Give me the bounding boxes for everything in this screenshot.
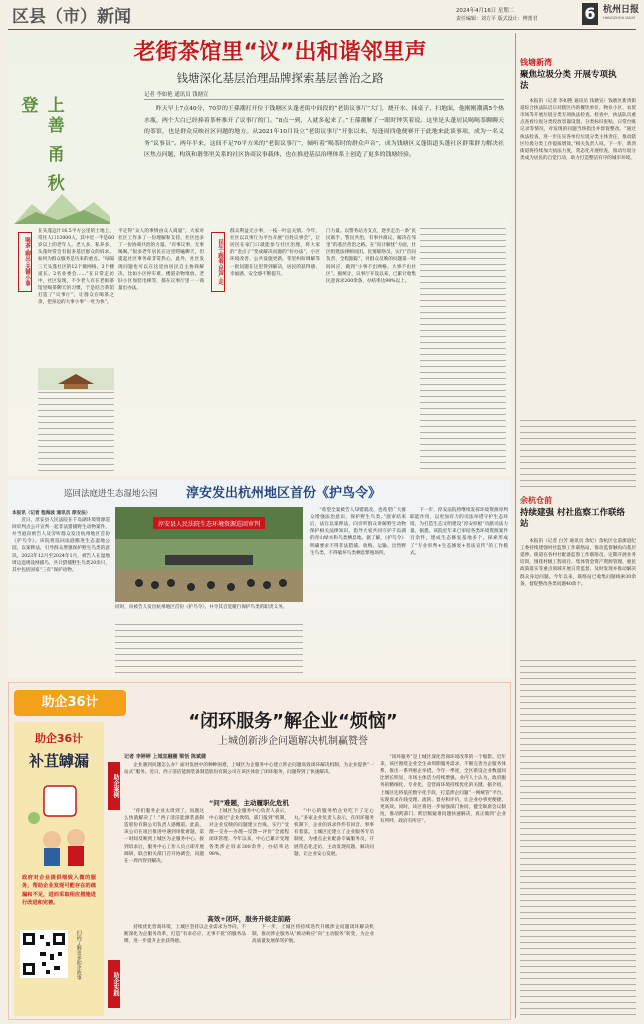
- lead-col-5: [420, 228, 506, 472]
- mid-col-2: “希望全案被告人知错就改，也希望广大群众增强法治意识，保护野生鸟类。”庭审结束后，法官以案释法，向旁听群众讲解野生动物保护相关法律知识，倡导大家共同守护千岛湖的青山绿水和鸟类栖息地。据了解，《护鸟令》明确要求不得非法猎捕、收购、运输、出售野生鸟类，不得破坏鸟类栖息繁殖场所。: [310, 508, 406, 556]
- kicker-practice: 助企实践: [108, 960, 120, 1008]
- badge-text: 助企36计: [41, 695, 99, 710]
- qr-caption: 扫码了解更多助企故事: [75, 930, 82, 980]
- mid-byline: 本报讯（记者 程海波 通讯员 淳安法）: [12, 511, 91, 516]
- sidebar1-body-cont: [520, 420, 636, 488]
- section-name: 区县（市）新闻: [12, 7, 131, 27]
- panel-text: 政府对企业提供细致入微的服务，帮助企业发现可能存在的疏漏和不足，进而采取相应措施进行改进和完善。: [22, 875, 96, 906]
- lead-col-3: 群众利益无小事，一枝一叶总关情。今年，社区以议事厅为平台开展“百姓议事会”，让居民在家门口就能参与社区治理，将大家的“金点子”变成解决问题的“好办法”，小区环境改善、公共设施更新、邻里纠纷调解等一批问题在这里得到解决，居民的获得感、幸福感、安全感不断提升。: [230, 229, 320, 277]
- cartoon-illustration: [22, 780, 96, 868]
- masthead: 杭州日报: [603, 5, 640, 15]
- sidebar1-body: 本报讯（记者 李如艳 通讯员 钱塘宣）钱塘区新湾街道综合执法队近日对辖区内的餐饮单位、物业小区、农贸市场等开展垃圾分类专项执法检查。检查中，执法队员重点查看垃圾分类投放容器设置、分类标识张贴、日常台账记录等情况，对发现的问题当场指出并督促整改。“通过执法检查，进一步压实各单位垃圾分类主体责任，推动辖区垃圾分类工作提质增效。”相关负责人说。下一步，新湾街道将持续加大执法力度，常态化开展检查，推动垃圾分类成为居民的自觉行动，助力打造整洁有序的城市环境。: [520, 99, 636, 161]
- kicker-box-1: 喝茶·聊出·关键小事: [18, 232, 32, 292]
- mid-title: 淳安发出杭州地区首份《护鸟令》: [186, 486, 382, 501]
- sidebar-divider: [515, 33, 516, 1018]
- lead-byline: 记者 李如艳 通讯员 钱塘宣: [144, 92, 209, 98]
- lead-subtitle: 钱塘深化基层治理品牌探索基层善治之路: [176, 71, 384, 85]
- mid-col-1: 近日，淳安县人民法院在千岛湖环境资源巡回审判点公开宣判一起非法猎捕野生动物案件，并当庭向被告人及旁听群众发出杭州地区首份《护鸟令》。该院将巡回法庭搬进生态湿地公园，以案释法，引导群众增强保护野生鸟类的意识。2023年12月至2024年1月，被告人在湿地周边违规设网捕鸟，共计猎捕野生鸟类20余只，其中包括国家“三有”保护动物。: [12, 518, 110, 573]
- bottom-title: “闭环服务”解企业“烦恼”: [188, 711, 398, 732]
- series-panel: [14, 722, 104, 1016]
- lead-col-2: 平定得“众人的事情由众人商量”，大家对社区工作多了一份理解和支持，社区也多了一份协商共治的力量。“有事议事，无事喝喝。”很多老年居民在这里唠嗑聊天，但提起社区事务却非常热心。此外，社区发现问题也可以在这里由居民自主协商解决，比如小区停车难、楼道杂物堆放、老旧小区加装电梯等，都在议事厅里一一商量出办法。: [118, 229, 204, 291]
- bottom-col-1: “你们服务企业太周到了，问题这么快就解决了！”西子清洁能源装备制造股份有限公司负责人感慨道。此前，该公司在项目推进中遇到审批难题，第一时间反映到上城区为企服务中心。接到诉求后，服务中心工作人员立即开展调研，联合相关部门召开协调会，问题在一周内得到解决。: [124, 809, 204, 864]
- lead-intro: 昨天早上7点40分，70岁的王孫潮打开位于钱塘区头蓬老街中间段的“老街议事厅”大门，烧开水、抹桌子、扫地面，他刚刚潮满5个热水瓶，两个大白已经捧着茶杯推开了议事厅的门。“8点一到，人就多起来了。”王孫潮解了一眼时钟笑着说。这里是头蓬居民喝喝茶聊聊天的茶馆，也是群众反映社区问题的地方。从2021年10月设立“老街议事厅”开张以来，每逢周四他便赛开于此地来此谈事项，成为一名义务“议事员”。两年半来，这间不足70平方米的“老街议事厅”，倾听着“喝茶时的群众声音”，成为钱塘区义蓬街道头蓬社区群策群力解决社区焦点问题，构筑和谐邻里关系的社区协商议事载体，也在推进基层治理体系上创造了更多的钱塘经验。: [144, 106, 504, 159]
- pavilion-photo: [38, 368, 114, 390]
- kicker-case: 助企案例: [108, 762, 120, 810]
- bottom-byline: 记者 李婷婷 上城宣融圈 梁恬 陈斌健: [124, 754, 206, 760]
- court-banner: 淳安县人民法院生态环境资源巡回审判: [157, 521, 261, 528]
- series-badge: [14, 690, 126, 716]
- series-logo: 上善 甬 秋 登: [17, 96, 64, 194]
- mid-col-3: 下一步，淳安法院将继续发挥环境资源审判职能作用，以更加有力的司法举措守护生态环境，为打造生态文明建设“淳安样板”贡献司法力量。据悉，该院近年来已审结各类环境资源案件百余件，建成生态修复基地多个，探索形成了“专业审判+生态修复+普法宣传”的工作模式。: [410, 508, 508, 556]
- sidebar2-label: 余杭仓前: [520, 496, 552, 505]
- header-rule: [8, 29, 636, 30]
- sidebar2-body-cont: [520, 660, 636, 1018]
- lead-title: 老街茶馆里“议”出和谐邻里声: [133, 40, 427, 65]
- kicker-box-2: 民生·跟着·民声·走: [211, 232, 225, 292]
- lead-col-1b: [38, 392, 114, 472]
- byline-rule: [144, 99, 504, 100]
- panel-series: 助企36计: [34, 732, 84, 745]
- page-number: 6: [582, 3, 598, 25]
- bottom-right-col: “闭环服务”是上城区深化营商环境改革的一个缩影。近年来，该区围绕企业全生命周期服务需求，不断完善为企服务体系，推出一系列惠企举措。今年一季度，全区新设企业数量同比增长明显，市场主体活力持续增强。业内人士认为，政府服务的精细化、专业化，是营商环境持续优化的关键。据介绍，上城区还将依托数字化手段，打造涉企问题“一网统管”平台，实现诉求在线受理、流转、督办和评价，让企业办事更便捷、更高效。同时，该区将进一步加强部门协同，健全联席会议制度，推动跨部门、跨层级疑难问题快速解决，真正做到“企业有所呼、政府有所应”。: [380, 755, 506, 824]
- editor-line: 责任编辑：刘方平 版式设计：傅蕾君: [456, 16, 538, 22]
- issue-date: 2024年4月16日 星期二: [456, 8, 515, 14]
- mid-subtitle: 巡回法庭进生态湿地公园: [64, 489, 158, 499]
- panel-title: 补苴罅漏: [28, 752, 89, 770]
- sidebar2-title: 持续建强 村社监察工作联络站: [520, 508, 625, 530]
- bottom-col-3: “中心的服务给企业吃下了定心丸。”多家企业负责人表示，在闭环服务机制下，企业的诉求件件有回音、事事有着落。上城区还建立了企业服务专员制度，为重点企业配备专属服务员，开展常态化走访，主动发现问题、解决问题，让企业安心发展。: [294, 809, 374, 857]
- sidebar2-body: 本报讯（记者 白芳 通讯员 余纪）余杭区仓前街道纪工委持续建强村社监察工作联络站，推动监督触角向基层延伸。街道在各村社配备监察工作联络员，定期开展业务培训，围绕村级工程项目、集体资金资产资源管理、惠民政策落实等重点领域开展日常监督，及时发现并推动解决群众身边问题。今年以来，联络站已收集问题线索30余条，督促整改各类问题40余个。: [520, 539, 636, 587]
- lead-col-1: 在头蓬远片16.5平方公里的土地上，常住人口13000人，其中近一半是60岁以上的老年人。老人多，私养多，头蓬时常会有很多基层群众的诉求。如何为群众服务是历来的重点。“每隔三天头蓬社区的12个微网格、3个楼道长、2名业委会……”在日常走访中，社区发现，不少老人有在老街茶馆里喝茶聊天的习惯，于是结合茶馆打造了“议事厅”，让群众在喝茶之余，把身边的大事小事“一吐为快”。: [38, 229, 114, 306]
- bottom-col-4: 持续优化营商环境，上城区坚持以企业需求为导向，不断深化为企服务改革，打造“有求必应、无事不扰”的服务品牌，进一步提升企业获得感。: [124, 925, 246, 945]
- masthead-en: HANGZHOU DAILY: [603, 16, 636, 20]
- section-head-1: “问”难题，主动履职化危机: [208, 799, 290, 807]
- lead-col-4: 门力量。以警务站为支点，逐步走出一条“民民联手、警民共治，有事共商议，解决在邻里”的基层善治之路。在“问计解忧”方面，社区组建法律顾问团、民情联络员，实行“首问负责、全程跟踪”，对群众反映的问题第一时间回应，做到“小事不出网格、大事不出社区”。据统计，议事厅开设以来，已累计收集民意诉求200余条，办结率达98%以上。: [326, 229, 416, 284]
- sidebar1-title: 聚焦垃圾分类 开展专项执法: [520, 70, 617, 92]
- qr-code: [20, 930, 68, 978]
- landscape-illustration: [14, 186, 110, 224]
- mid-col-1b: [115, 624, 303, 674]
- bottom-col-2: 上城区为企服务中心负责人表示，中心通过“企业吹哨、部门报到”机制，对企业反映的问题建立台账，实行“受理—交办—办理—反馈—评价”全流程闭环管理。今年以来，中心已累计受理各类涉企诉求300余件，办结率达98%。: [209, 809, 289, 857]
- section-head-2: 高效+闭环，服务升级走前路: [207, 915, 291, 923]
- page-header: [0, 0, 644, 30]
- bottom-subtitle: 上城创新涉企问题解决机制赢赞誉: [218, 736, 368, 747]
- mid-caption: 同时，向被告人发出杭州地区首份《护鸟令》，并令其自觉履行保护鸟类的职责义务。: [115, 605, 288, 610]
- bottom-col-5: 下一步，上城区将持续迭代升级涉企问题闭环解决机制，推动涉企服务从“被动响应”向“主动服务”转变，为企业高质量发展保驾护航。: [252, 925, 374, 945]
- court-photo: [115, 507, 303, 602]
- sidebar1-label: 钱塘新湾: [520, 58, 552, 67]
- bottom-lede: 企业遇到问题怎么办？面对发展中的种种困难，上城区为企服务中心建立涉企问题高效闭环解决机制，为企业提供“一站式”服务。近日，西子清洁能源装备制造股份有限公司在该区体验了闭环服务，问题得到了快速解决。: [124, 763, 374, 776]
